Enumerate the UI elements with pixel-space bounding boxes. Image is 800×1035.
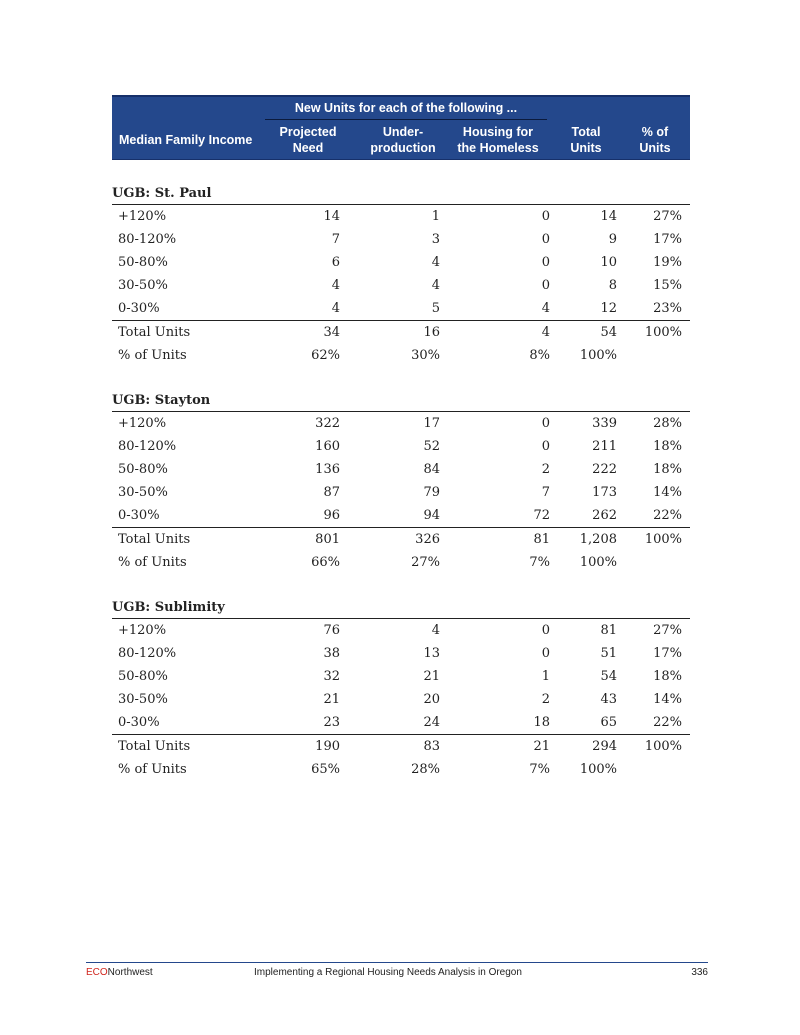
- income-column-header: Median Family Income: [119, 133, 253, 147]
- row-value: 7: [331, 232, 340, 247]
- row-value: 4: [431, 623, 440, 638]
- row-value: 2: [541, 462, 550, 477]
- table-row: [112, 458, 690, 481]
- row-value: 190: [315, 739, 340, 754]
- row-value: 100%: [644, 739, 682, 754]
- row-value: 21: [423, 669, 440, 684]
- row-value: 1: [541, 669, 550, 684]
- row-value: 17%: [653, 646, 682, 661]
- row-value: 14: [323, 209, 340, 224]
- table-row: [112, 619, 690, 642]
- row-label: % of Units: [118, 555, 187, 570]
- row-value: 12: [600, 301, 617, 316]
- row-value: 43: [600, 692, 617, 707]
- row-value: 23%: [653, 301, 682, 316]
- percent-row: [112, 551, 690, 574]
- row-value: 0: [541, 416, 550, 431]
- row-value: 21: [323, 692, 340, 707]
- percent-row: [112, 758, 690, 781]
- row-value: 54: [600, 325, 617, 340]
- row-value: 0: [541, 439, 550, 454]
- row-value: 52: [423, 439, 440, 454]
- row-value: 96: [323, 508, 340, 523]
- row-value: 7: [541, 485, 550, 500]
- section-title: UGB: St. Paul: [112, 184, 690, 205]
- row-label: Total Units: [118, 739, 191, 754]
- row-value: 7%: [529, 762, 550, 777]
- table-section: [112, 598, 690, 781]
- row-value: 66%: [311, 555, 340, 570]
- row-value: 94: [423, 508, 440, 523]
- row-value: 14: [600, 209, 617, 224]
- row-label: +120%: [118, 416, 167, 431]
- row-value: 100%: [579, 555, 617, 570]
- row-value: 22%: [653, 508, 682, 523]
- footer-title: Implementing a Regional Housing Needs Analysis in Oregon: [254, 967, 522, 978]
- row-label: 50-80%: [118, 255, 168, 270]
- row-value: 38: [323, 646, 340, 661]
- row-value: 5: [431, 301, 440, 316]
- row-value: 83: [423, 739, 440, 754]
- table-row: [112, 642, 690, 665]
- row-value: 28%: [411, 762, 440, 777]
- total-row: [112, 527, 690, 551]
- row-value: 0: [541, 623, 550, 638]
- row-value: 20: [423, 692, 440, 707]
- total-row: [112, 320, 690, 344]
- row-value: 100%: [579, 762, 617, 777]
- total-row: [112, 734, 690, 758]
- row-value: 54: [600, 669, 617, 684]
- row-value: 100%: [644, 325, 682, 340]
- row-label: Total Units: [118, 532, 191, 547]
- total-units-header: Total Units: [570, 125, 602, 155]
- section-title: UGB: Sublimity: [112, 598, 690, 619]
- row-label: 50-80%: [118, 669, 168, 684]
- row-value: 65: [600, 715, 617, 730]
- projected-need-header: Projected Need: [279, 125, 337, 155]
- table-row: [112, 297, 690, 320]
- row-value: 87: [323, 485, 340, 500]
- row-label: 0-30%: [118, 715, 160, 730]
- row-value: 14%: [653, 692, 682, 707]
- row-value: 339: [592, 416, 617, 431]
- row-value: 4: [331, 278, 340, 293]
- row-value: 18%: [653, 439, 682, 454]
- row-value: 0: [541, 209, 550, 224]
- row-value: 222: [592, 462, 617, 477]
- row-value: 211: [592, 439, 617, 454]
- row-value: 8: [608, 278, 617, 293]
- row-value: 8%: [529, 348, 550, 363]
- row-value: 4: [431, 255, 440, 270]
- table-row: [112, 688, 690, 711]
- table-section: [112, 391, 690, 574]
- row-value: 24: [423, 715, 440, 730]
- row-value: 17%: [653, 232, 682, 247]
- row-label: 80-120%: [118, 439, 177, 454]
- row-value: 19%: [653, 255, 682, 270]
- table-row: [112, 274, 690, 297]
- page-footer: [86, 962, 708, 983]
- pct-units-header: % of Units: [639, 125, 671, 155]
- row-value: 100%: [579, 348, 617, 363]
- row-value: 1,208: [579, 532, 617, 547]
- table-body: [112, 184, 690, 781]
- row-value: 18%: [653, 669, 682, 684]
- row-label: % of Units: [118, 762, 187, 777]
- row-value: 294: [592, 739, 617, 754]
- row-value: 72: [533, 508, 550, 523]
- row-label: +120%: [118, 209, 167, 224]
- row-value: 81: [600, 623, 617, 638]
- row-value: 13: [423, 646, 440, 661]
- row-value: 10: [600, 255, 617, 270]
- row-value: 21: [533, 739, 550, 754]
- table-row: [112, 504, 690, 527]
- row-label: +120%: [118, 623, 167, 638]
- row-value: 17: [423, 416, 440, 431]
- row-value: 801: [315, 532, 340, 547]
- row-value: 62%: [311, 348, 340, 363]
- row-value: 34: [323, 325, 340, 340]
- underproduction-header: Under- production: [370, 125, 436, 155]
- footer-brand: ECONorthwest: [86, 967, 153, 978]
- table-row: [112, 251, 690, 274]
- row-value: 136: [315, 462, 340, 477]
- row-value: 18: [533, 715, 550, 730]
- row-label: % of Units: [118, 348, 187, 363]
- row-label: 30-50%: [118, 692, 168, 707]
- row-value: 22%: [653, 715, 682, 730]
- row-value: 262: [592, 508, 617, 523]
- row-label: 30-50%: [118, 278, 168, 293]
- percent-row: [112, 344, 690, 367]
- row-value: 27%: [653, 623, 682, 638]
- row-value: 51: [600, 646, 617, 661]
- row-value: 32: [323, 669, 340, 684]
- row-value: 81: [533, 532, 550, 547]
- table-row: [112, 412, 690, 435]
- row-value: 84: [423, 462, 440, 477]
- table-row: [112, 711, 690, 734]
- row-value: 322: [315, 416, 340, 431]
- row-value: 173: [592, 485, 617, 500]
- row-value: 23: [323, 715, 340, 730]
- row-value: 27%: [411, 555, 440, 570]
- row-value: 100%: [644, 532, 682, 547]
- units-table: [112, 95, 690, 781]
- homeless-header: Housing for the Homeless: [457, 125, 539, 155]
- row-value: 27%: [653, 209, 682, 224]
- super-header-rule: [265, 119, 547, 120]
- row-value: 7%: [529, 555, 550, 570]
- page-number: 336: [691, 967, 708, 978]
- row-label: 80-120%: [118, 232, 177, 247]
- row-value: 160: [315, 439, 340, 454]
- row-value: 9: [608, 232, 617, 247]
- row-value: 15%: [653, 278, 682, 293]
- row-label: 80-120%: [118, 646, 177, 661]
- row-value: 28%: [653, 416, 682, 431]
- row-value: 2: [541, 692, 550, 707]
- row-value: 326: [415, 532, 440, 547]
- row-value: 3: [431, 232, 440, 247]
- row-value: 65%: [311, 762, 340, 777]
- row-value: 76: [323, 623, 340, 638]
- row-value: 4: [431, 278, 440, 293]
- row-value: 1: [431, 209, 440, 224]
- row-label: 30-50%: [118, 485, 168, 500]
- row-value: 4: [331, 301, 340, 316]
- row-label: 50-80%: [118, 462, 168, 477]
- row-value: 6: [331, 255, 340, 270]
- row-value: 4: [541, 301, 550, 316]
- section-title: UGB: Stayton: [112, 391, 690, 412]
- table-row: [112, 435, 690, 458]
- row-value: 4: [541, 325, 550, 340]
- row-value: 18%: [653, 462, 682, 477]
- table-header: [112, 95, 690, 160]
- row-value: 14%: [653, 485, 682, 500]
- row-label: 0-30%: [118, 508, 160, 523]
- table-row: [112, 205, 690, 228]
- row-value: 0: [541, 255, 550, 270]
- row-value: 16: [423, 325, 440, 340]
- table-section: [112, 184, 690, 367]
- row-value: 79: [423, 485, 440, 500]
- super-header-label: New Units for each of the following ...: [294, 101, 518, 115]
- row-value: 0: [541, 232, 550, 247]
- row-value: 0: [541, 646, 550, 661]
- table-row: [112, 481, 690, 504]
- row-value: 0: [541, 278, 550, 293]
- row-label: Total Units: [118, 325, 191, 340]
- table-row: [112, 228, 690, 251]
- table-row: [112, 665, 690, 688]
- row-label: 0-30%: [118, 301, 160, 316]
- row-value: 30%: [411, 348, 440, 363]
